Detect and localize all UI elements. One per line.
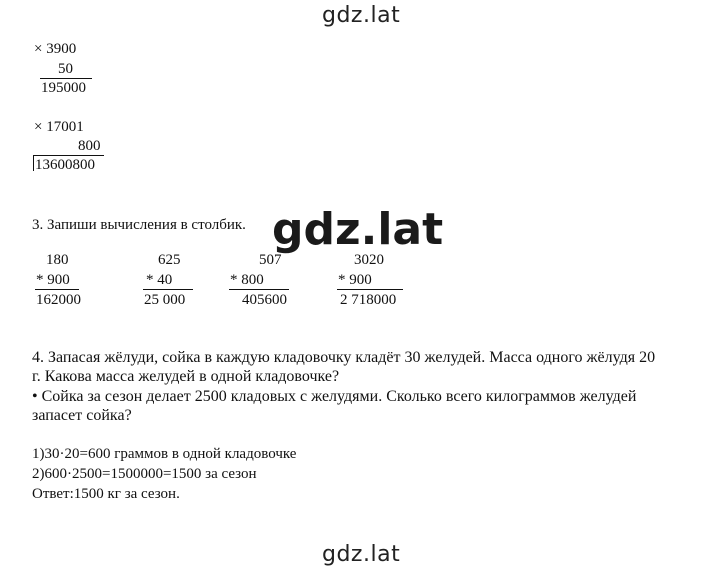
task4-solution-2: 2)600·2500=1500000=1500 за сезон	[32, 466, 257, 482]
task4-line1: 4. Запасая жёлуди, сойка в каждую кладовочку кладёт 30 желудей. Масса одного жёлудя 20	[32, 349, 656, 366]
col1-b: * 900	[36, 272, 70, 288]
mult1-multiplier: 50	[58, 61, 73, 77]
mult2-rule	[34, 155, 104, 156]
col2-rule	[143, 289, 193, 290]
mult1-rule	[40, 78, 92, 79]
col2-a: 625	[158, 252, 181, 268]
mult2-multiplicand: × 17001	[34, 119, 84, 135]
task4-line2: г. Какова масса желудей в одной кладовочке?	[32, 368, 340, 385]
col1-rule	[35, 289, 79, 290]
mult2-vertical-rule	[33, 155, 34, 171]
mult1-multiplicand: × 3900	[34, 41, 77, 57]
col3-result: 405600	[242, 292, 287, 308]
watermark-bottom: gdz.lat	[322, 542, 401, 567]
col1-result: 162000	[36, 292, 81, 308]
col4-rule	[337, 289, 403, 290]
watermark-top: gdz.lat	[322, 3, 401, 28]
col3-rule	[229, 289, 289, 290]
col4-result: 2 718000	[340, 292, 397, 308]
task3-heading: 3. Запиши вычисления в столбик.	[32, 217, 246, 233]
task4-line3: • Сойка за сезон делает 2500 кладовых с желудями. Сколько всего килограммов желудей	[32, 388, 637, 405]
mult1-result: 195000	[41, 80, 86, 96]
col3-a: 507	[259, 252, 282, 268]
mult2-result: 13600800	[35, 157, 95, 173]
col2-result: 25 000	[144, 292, 186, 308]
task4-line4: запасет сойка?	[32, 407, 132, 424]
watermark-middle: gdz.lat	[272, 204, 444, 255]
col4-a: 3020	[354, 252, 384, 268]
task4-answer: Ответ:1500 кг за сезон.	[32, 486, 180, 502]
col1-a: 180	[46, 252, 69, 268]
col3-b: * 800	[230, 272, 264, 288]
mult2-multiplier: 800	[78, 138, 101, 154]
task4-solution-1: 1)30·20=600 граммов в одной кладовочке	[32, 446, 297, 462]
col4-b: * 900	[338, 272, 372, 288]
col2-b: * 40	[146, 272, 173, 288]
